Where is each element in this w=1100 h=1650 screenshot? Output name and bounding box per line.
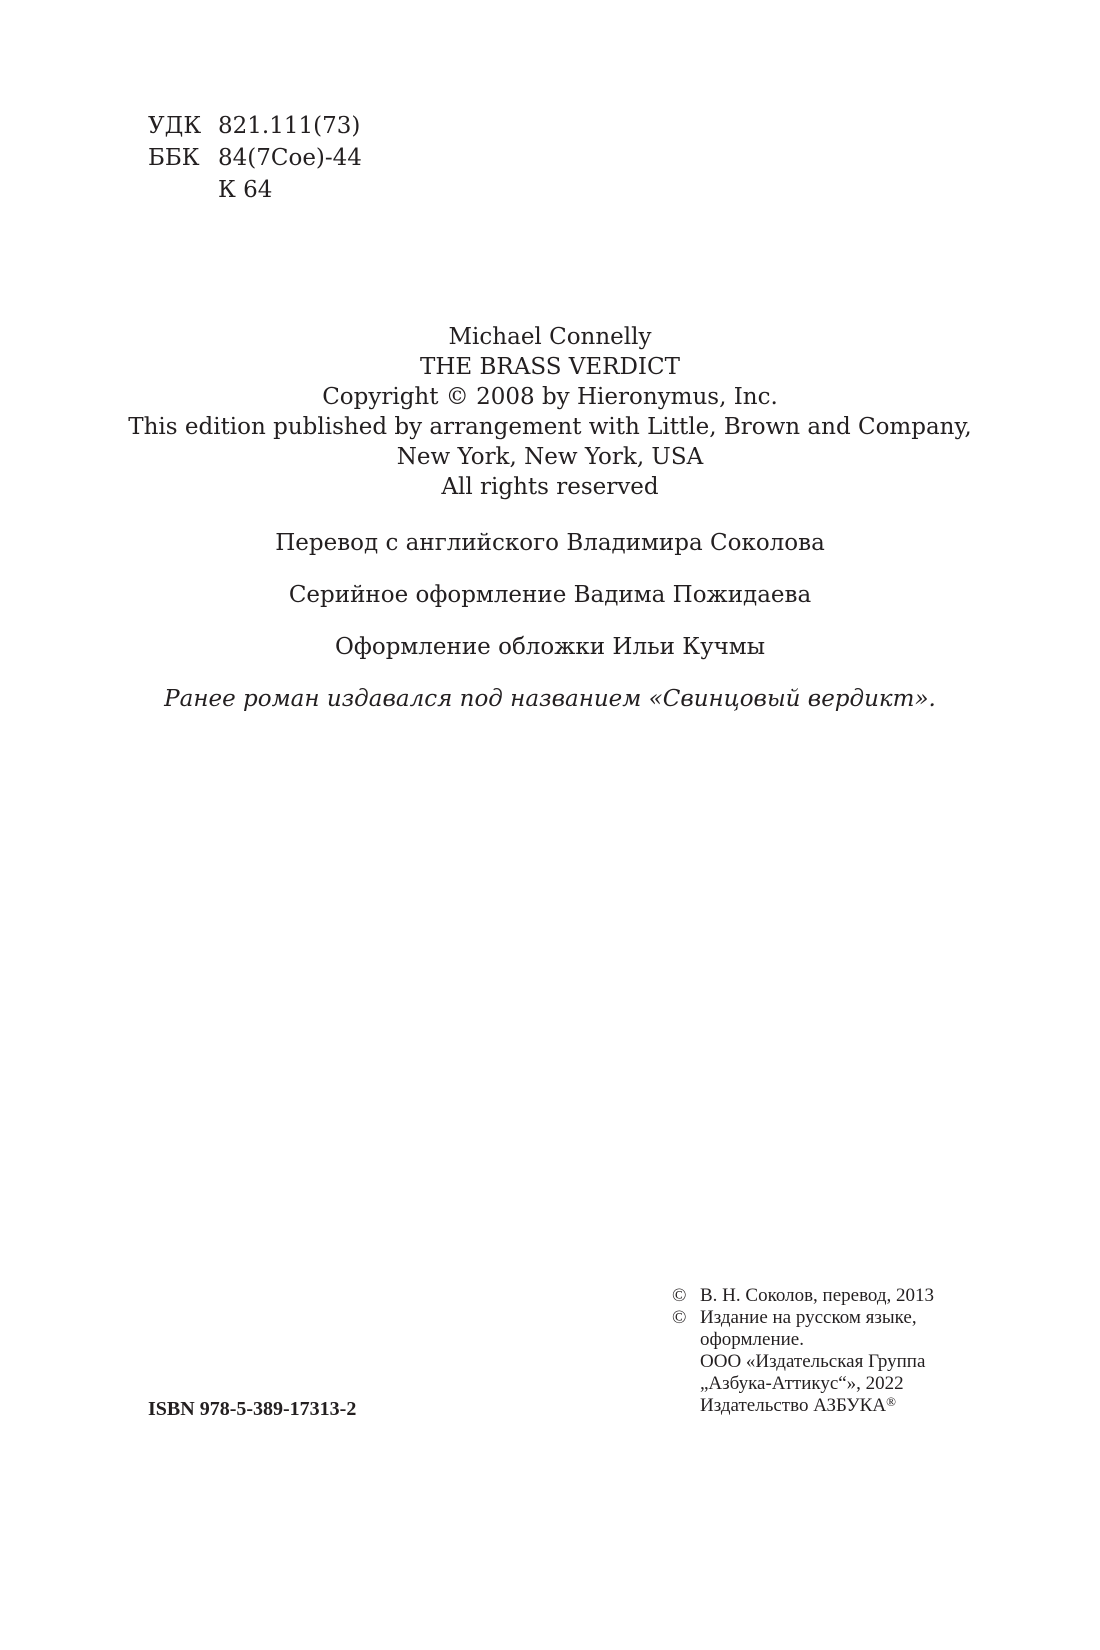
publishing-arrangement: This edition published by arrangement with Little, Brown and Company, [128,414,972,440]
udk-row [148,110,362,142]
copyright-notices [672,1285,982,1417]
edition-copyright-notice [672,1307,982,1417]
original-copyright: Copyright © 2008 by Hieronymus, Inc. [322,384,778,410]
isbn-number: ISBN 978-5-389-17313-2 [148,1398,357,1420]
translation-credit: Перевод с английского Владимира Соколова [275,530,825,556]
registered-trademark-icon: ® [886,1394,896,1409]
publisher-location: New York, New York, USA [396,444,704,470]
publisher-name-line [700,1395,982,1417]
udk-value: 821.111(73) [218,113,361,139]
bbk-label: ББК [148,145,200,171]
translation-copyright-notice [672,1285,982,1307]
rights-reserved: All rights reserved [441,474,659,500]
edition-credits [0,528,1100,714]
notice-line: оформление. [700,1329,804,1350]
previous-title-note: Ранее роман издавался под названием «Свинцовый вердикт». [164,686,936,712]
copyright-symbol-icon: © [672,1285,687,1306]
original-author: Michael Connelly [448,324,652,350]
bbk-value: 84(7Сое)-44 [218,145,362,171]
notice-line: Издание на русском языке, [700,1307,917,1328]
publisher-name: Издательство АЗБУКА [700,1395,887,1416]
original-rights-block [0,322,1100,502]
original-title: THE BRASS VERDICT [420,354,680,380]
notice-line: ООО «Издательская Группа [700,1351,926,1372]
author-mark: К 64 [218,177,273,203]
series-design-credit: Серийное оформление Вадима Пожидаева [288,582,812,608]
notice-line: „Азбука-Аттикус“», 2022 [700,1373,904,1394]
copyright-symbol-icon: © [672,1307,687,1328]
udk-label: УДК [148,113,202,139]
cover-design-credit: Оформление обложки Ильи Кучмы [334,634,765,660]
notice-line: В. Н. Соколов, перевод, 2013 [700,1285,935,1306]
bbk-row [148,142,362,174]
classification-codes [148,110,362,206]
